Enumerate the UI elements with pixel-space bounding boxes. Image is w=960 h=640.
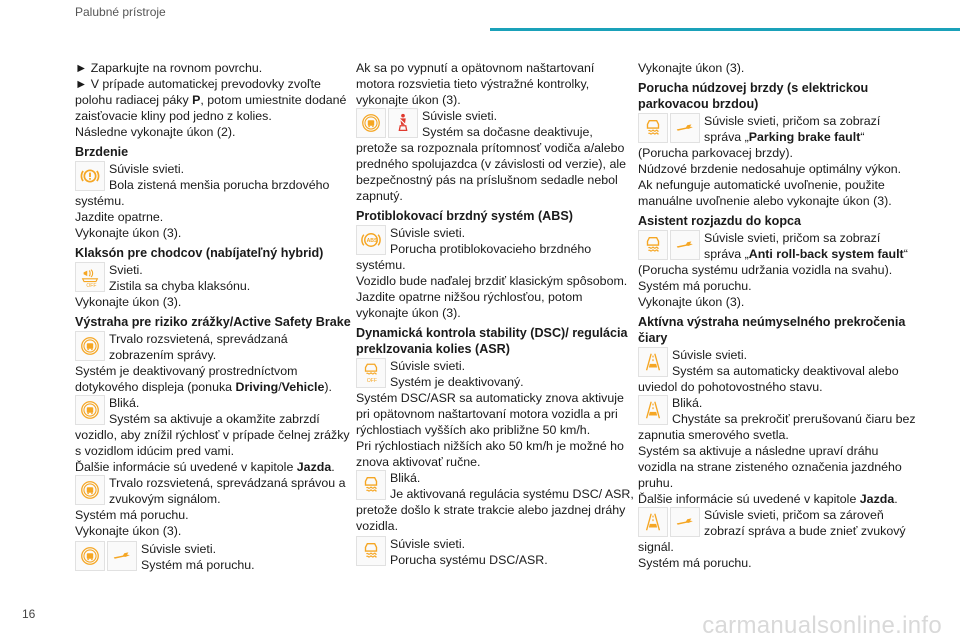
section-heading-vystraha: Výstraha pre riziko zrážky/Active Safety Brake	[75, 315, 351, 329]
paragraph: Súvisle svieti, pričom sa zobrazí správa „Parking brake fault“ (Porucha parkovacej brzdy).	[638, 114, 881, 160]
dsc-asr-icon	[356, 470, 386, 500]
paragraph: Ak sa po vypnutí a opätovnom naštartovaní motora rozsvietia tieto výstražné kontrolky, vykonajte úkon (3).	[356, 61, 595, 107]
warning-entry: Súvisle svieti, pričom sa zároveň zobrazí správa a bude znieť zvukový signál.	[638, 508, 906, 554]
paragraph: ► Zaparkujte na rovnom povrchu.	[75, 61, 263, 75]
lane-departure-icon	[638, 347, 668, 377]
lane-departure-icon	[638, 507, 668, 537]
warning-entry: Trvalo rozsvietená, sprevádzaná zobrazením správy.	[75, 331, 353, 363]
warning-entry: Trvalo rozsvietená, sprevádzaná správou a zvukovým signálom.	[75, 475, 353, 507]
paragraph: Vykonajte úkon (3).	[638, 61, 745, 75]
section-heading-hill-assist: Asistent rozjazdu do kopca	[638, 214, 802, 228]
column-2: Ak sa po vypnutí a opätovnom naštartovaní motora rozsvietia tieto výstražné kontrolky, vykonajte úkon (3). Súvisle svieti. Systém sa dočasne deaktivuje, pretože sa rozpoznala prítomnosť vodiča a/alebo predného spolujazdca (v závislosti od verzie), ale bezpečnostný pás na príslušnom sedadle nebol zapnutý. Protiblokovací brzdný systém (ABS) Súvisle svieti. Porucha protiblokovacieho brzdného systému. Vozidlo bude naďalej brzdiť klasickým spôsobom. Jazdite opatrne nižšou rýchlosťou, potom vykonajte úkon (3). Dynamická kontrola stability (DSC)/ regulácia preklzovania kolies (ASR) Súvisle svieti. Systém je deaktivovaný. Systém DSC/ASR sa automaticky znova aktivuje pri opätovnom naštartovaní motora vozidla a pri rýchlostiach vyšších ako približne 50 km/h. Pri rýchlostiach nižších ako 50 km/h je možné ho znova aktivovať ručne. Bliká. Je aktivovaná regulácia systému DSC/ ASR, pretože došlo k strate trakcie alebo jazdnej dráhy vozidla. Súvisle svieti. Porucha systému DSC/ASR.	[356, 61, 634, 567]
warning-entry: Súvisle svieti. Systém je deaktivovaný.	[356, 358, 634, 390]
abs-icon	[356, 225, 386, 255]
dsc-asr-icon	[638, 113, 668, 143]
airbag-seatbelt-icon	[388, 108, 418, 138]
wrench-icon	[670, 113, 700, 143]
page-header-title: Palubné prístroje	[75, 5, 166, 19]
collision-safety-icon	[75, 331, 105, 361]
paragraph: Ďalšie informácie sú uvedené v kapitole Jazda.	[75, 460, 335, 474]
warning-entry: Svieti. Zistila sa chyba klaksónu.	[75, 262, 353, 294]
collision-safety-icon	[75, 541, 105, 571]
collision-safety-icon	[75, 475, 105, 505]
paragraph: Súvisle svieti, pričom sa zobrazí správa „Anti roll-back system fault“ (Porucha systému udržania vozidla na svahu).	[638, 231, 908, 277]
warning-entry: Súvisle svieti. Systém sa dočasne deaktivuje, pretože sa rozpoznala prítomnosť vodiča a/alebo predného spolujazdca (v závislosti od verzie), ale bezpečnostný pás na príslušnom sedadle nebol zapnutý.	[356, 109, 626, 203]
collision-safety-icon	[75, 395, 105, 425]
header-accent-bar	[490, 28, 960, 31]
paragraph: Následne vykonajte úkon (2).	[75, 125, 236, 139]
warning-entry: Súvisle svieti. Systém má poruchu.	[75, 541, 353, 573]
dsc-off-icon	[356, 358, 386, 388]
section-heading-abs: Protiblokovací brzdný systém (ABS)	[356, 209, 573, 223]
wrench-icon	[670, 230, 700, 260]
warning-entry	[638, 230, 916, 278]
brake-warning-icon	[75, 161, 105, 191]
wrench-icon	[107, 541, 137, 571]
section-heading-brzdenie: Brzdenie	[75, 145, 129, 159]
column-1: ► Zaparkujte na rovnom povrchu. ► V prípade automatickej prevodovky zvoľte polohu radiacej páky P, potom umiestnite dodané zaisťovacie kliny pod jedno z kolies. Následne vykonajte úkon (2). Brzdenie Súvisle svieti. Bola zistená menšia porucha brzdového systému. Jazdite opatrne. Vykonajte úkon (3). Klaksón pre chodcov (nabíjateľný hybrid) Svieti. Zistila sa chyba klaksónu. Vykonajte úkon (3). Výstraha pre riziko zrážky/Active Safety Brake Trvalo rozsvietená, sprevádzaná zobrazením správy. Systém je deaktivovaný prostredníctvom dotykového displeja (ponuka Driving/Vehicle). Bliká. Systém sa aktivuje a okamžite zabrzdí vozidlo, aby znížil rýchlosť v prípade čelnej zrážky s vozidlom idúcim pred vami. Ďalšie informácie sú uvedené v kapitole Jazda. Trvalo rozsvietená, sprevádzaná správou a zvukovým signálom. Systém má poruchu. Vykonajte úkon (3). Súvisle svieti. Systém má poruchu.	[75, 60, 353, 573]
watermark: carmanualsonline.info	[702, 612, 942, 639]
wrench-icon	[670, 507, 700, 537]
paragraph: Ďalšie informácie sú uvedené v kapitole Jazda.	[638, 492, 898, 506]
section-heading-lane: Aktívna výstraha neúmyselného prekročenia čiary	[638, 315, 906, 345]
warning-entry: Bliká. Je aktivovaná regulácia systému DSC/ ASR, pretože došlo k strate trakcie alebo jazdnej dráhy vozidla.	[356, 471, 634, 533]
warning-entry: Bliká. Chystáte sa prekročiť prerušovanú čiaru bez zapnutia smerového svetla.	[638, 396, 916, 442]
warning-entry: Súvisle svieti. Systém sa automaticky deaktivoval alebo uviedol do pohotovostného stavu.	[638, 348, 899, 394]
collision-safety-icon	[356, 108, 386, 138]
section-heading-epb: Porucha núdzovej brzdy (s elektrickou parkovacou brzdou)	[638, 81, 869, 111]
dsc-asr-icon	[356, 536, 386, 566]
section-heading-klakson: Klaksón pre chodcov (nabíjateľný hybrid)	[75, 246, 324, 260]
dsc-asr-icon	[638, 230, 668, 260]
paragraph: ► V prípade automatickej prevodovky zvoľte polohu radiacej páky P, potom umiestnite dodané zaisťovacie kliny pod jedno z kolies.	[75, 77, 347, 123]
warning-entry	[638, 113, 916, 161]
warning-entry: Súvisle svieti. Bola zistená menšia porucha brzdového systému.	[75, 162, 330, 208]
lane-departure-icon	[638, 395, 668, 425]
warning-entry: Súvisle svieti. Porucha systému DSC/ASR.	[356, 536, 634, 568]
warning-entry: Súvisle svieti. Porucha protiblokovacieho brzdného systému.	[356, 226, 592, 272]
section-heading-dsc: Dynamická kontrola stability (DSC)/ regulácia preklzovania kolies (ASR)	[356, 326, 628, 356]
pedestrian-horn-icon	[75, 262, 105, 292]
column-3: Vykonajte úkon (3). Porucha núdzovej brzdy (s elektrickou parkovacou brzdou) Súvisle svieti, pričom sa zobrazí správa „Parking brake fault“ (Porucha parkovacej brzdy). Núdzové brzdenie nedosahuje optimálny výkon. Ak nefunguje automatické uvoľnenie, použite manuálne uvoľnenie alebo vykonajte úkon (3). Asistent rozjazdu do kopca Súvisle svieti, pričom sa zobrazí správa „Anti roll-back system fault“ (Porucha systému udržania vozidla na svahu). Systém má poruchu. Vykonajte úkon (3). Aktívna výstraha neúmyselného prekročenia čiary Súvisle svieti. Systém sa automaticky deaktivoval alebo uviedol do pohotovostného stavu. Bliká. Chystáte sa prekročiť prerušovanú čiaru bez zapnutia smerového svetla. Systém sa aktivuje a následne upraví dráhu vozidla na strane zisteného označenia jazdného pruhu. Ďalšie informácie sú uvedené v kapitole Jazda. Súvisle svieti, pričom sa zároveň zobrazí správa a bude znieť zvukový signál. Systém má poruchu.	[638, 61, 916, 570]
paragraph: Systém je deaktivovaný prostredníctvom dotykového displeja (ponuka Driving/Vehicle).	[75, 364, 332, 394]
warning-entry: Bliká. Systém sa aktivuje a okamžite zabrzdí vozidlo, aby znížil rýchlosť v prípade čelnej zrážky s vozidlom idúcim pred vami.	[75, 396, 350, 458]
page-number: 16	[22, 607, 36, 621]
